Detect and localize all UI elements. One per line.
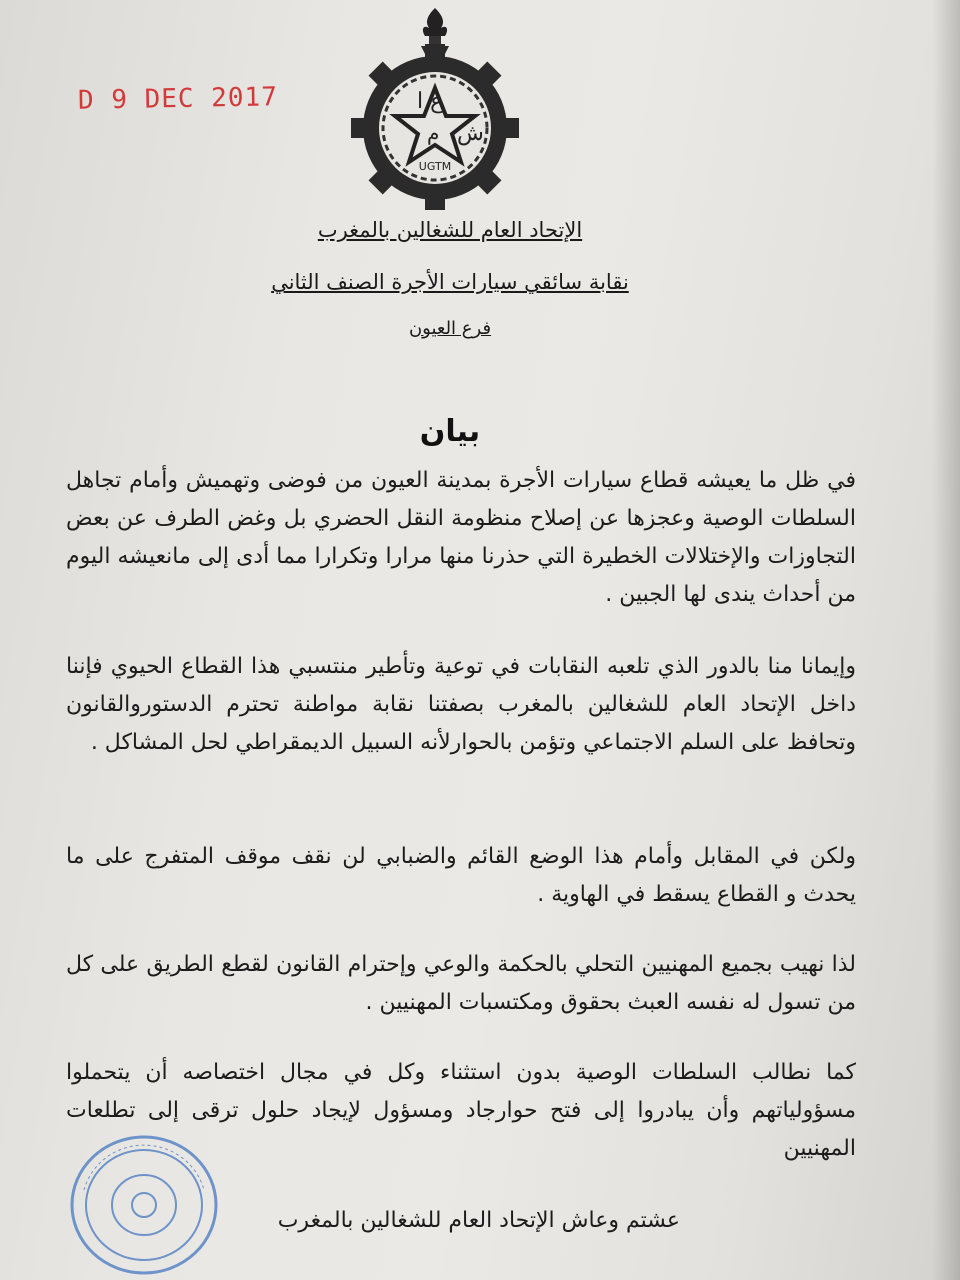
paragraph-2: وإيمانا منا بالدور الذي تلعبه النقابات في توعية وتأطير منتسبي هذا القطاع الحيوي فإننا داخل الإتحاد العام للشغالين بالمغرب بصفتنا نقابة مواطنة تحترم الدستوروالقانون وتحافظ على السلم الاجتماعي وتؤمن بالحوارلأنه السبيل الديمقراطي لحل المشاكل . (66, 654, 856, 755)
ugtm-logo-icon (345, 0, 525, 210)
svg-text:UGTM: UGTM (418, 160, 452, 173)
svg-text:م: م (427, 121, 440, 145)
svg-text:ش: ش (457, 121, 484, 146)
statement-title: بيان (419, 414, 481, 449)
header-branch: فرع العيون (408, 318, 492, 339)
paragraph-1: في ظل ما يعيشه قطاع سيارات الأجرة بمدينة العيون من فوضى وتهميش وأمام تجاهل السلطات الوصية وعجزها عن إصلاح منظومة النقل الحضري بل وغض الطرف عن بعض التجاوزات والإختلالات الخطيرة التي حذرنا منها مرارا وتكرارا مما أدى إلى مانعيشه اليوم من أحداث يندى لها الجبين . (66, 468, 856, 607)
svg-text:ع ا: ع ا (417, 89, 444, 114)
closing-line: عشتم وعاش الإتحاد العام للشغالين بالمغرب (277, 1208, 680, 1233)
date-stamp: D 9 DEC 2017 (77, 82, 279, 116)
header-union-name: الإتحاد العام للشغالين بالمغرب (317, 218, 583, 242)
paragraph-3: ولكن في المقابل وأمام هذا الوضع القائم والضبابي لن نقف موقف المتفرج على ما يحدث و القطاع يسقط في الهاوية . (66, 844, 856, 907)
paragraph-4: لذا نهيب بجميع المهنيين التحلي بالحكمة والوعي وإحترام القانون لقطع الطريق على كل من تسول له نفسه العبث بحقوق ومكتسبات المهنيين . (66, 952, 856, 1015)
page-edge-shadow (932, 0, 960, 1280)
blue-seal-stamp-icon (64, 1130, 224, 1280)
header-syndicate-name: نقابة سائقي سيارات الأجرة الصنف الثاني (271, 270, 629, 294)
paragraph-5: كما نطالب السلطات الوصية بدون استثناء وكل في مجال اختصاصه أن يتحملوا مسؤولياتهم وأن يبادروا إلى فتح حوارجاد ومسؤول لإيجاد حلول ترقى إلى تطلعات المهنيين (66, 1060, 856, 1161)
